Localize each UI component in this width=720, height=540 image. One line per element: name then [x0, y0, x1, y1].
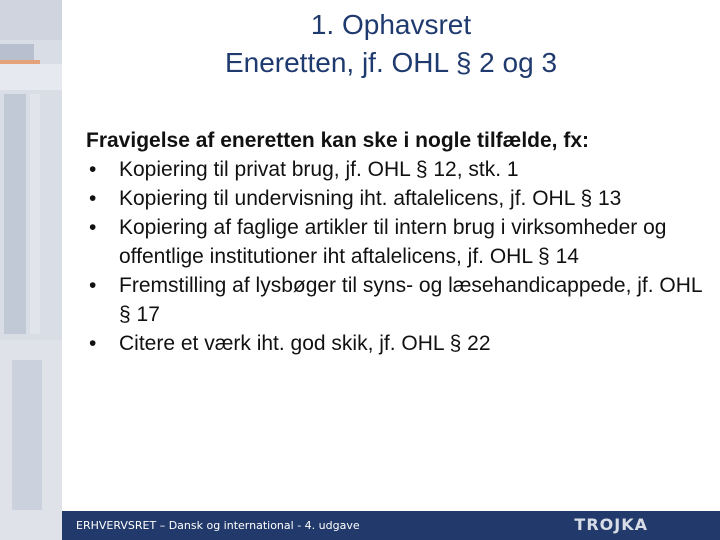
strip-block: [4, 94, 26, 334]
slide-title: [62, 6, 720, 82]
list-item-text: Citere et værk iht. god skik, jf. OHL § 22: [119, 332, 491, 355]
strip-block: [30, 94, 40, 334]
list-item: [86, 329, 711, 358]
left-decorative-strip: [0, 0, 62, 540]
list-item-text: Kopiering til undervisning iht. aftalelicens, jf. OHL § 13: [119, 187, 622, 210]
bullet-icon: •: [89, 274, 97, 297]
strip-block: [0, 64, 62, 90]
list-item-text: Fremstilling af lysbøger til syns- og læsehandicappede, jf. OHL § 17: [119, 274, 702, 326]
bullet-icon: •: [89, 332, 97, 355]
bullet-list: [86, 155, 711, 358]
bullet-icon: •: [89, 216, 97, 239]
bullet-icon: •: [89, 158, 97, 181]
strip-block: [12, 360, 42, 510]
list-item: [86, 213, 711, 271]
bullet-icon: •: [89, 187, 97, 210]
footer-text: ERHVERVSRET – Dansk og international - 4. udgave: [76, 519, 360, 532]
list-item-text: Kopiering af faglige artikler til intern brug i virksomheder og offentlige institutioner iht aftalelicens, jf. OHL § 14: [119, 216, 667, 268]
strip-block: [0, 0, 62, 40]
list-item: [86, 155, 711, 184]
publisher-logo: TROJKA: [574, 515, 648, 534]
footer-bar: [62, 511, 720, 540]
title-line-2: Eneretten, jf. OHL § 2 og 3: [224, 47, 558, 78]
list-item: [86, 271, 711, 329]
title-line-1: 1. Ophavsret: [310, 9, 472, 40]
intro-text: Fravigelse af eneretten kan ske i nogle tilfælde, fx:: [86, 129, 589, 152]
slide-content: [86, 126, 711, 358]
list-item: [86, 184, 711, 213]
list-item-text: Kopiering til privat brug, jf. OHL § 12, stk. 1: [119, 158, 519, 181]
strip-block: [0, 44, 34, 60]
